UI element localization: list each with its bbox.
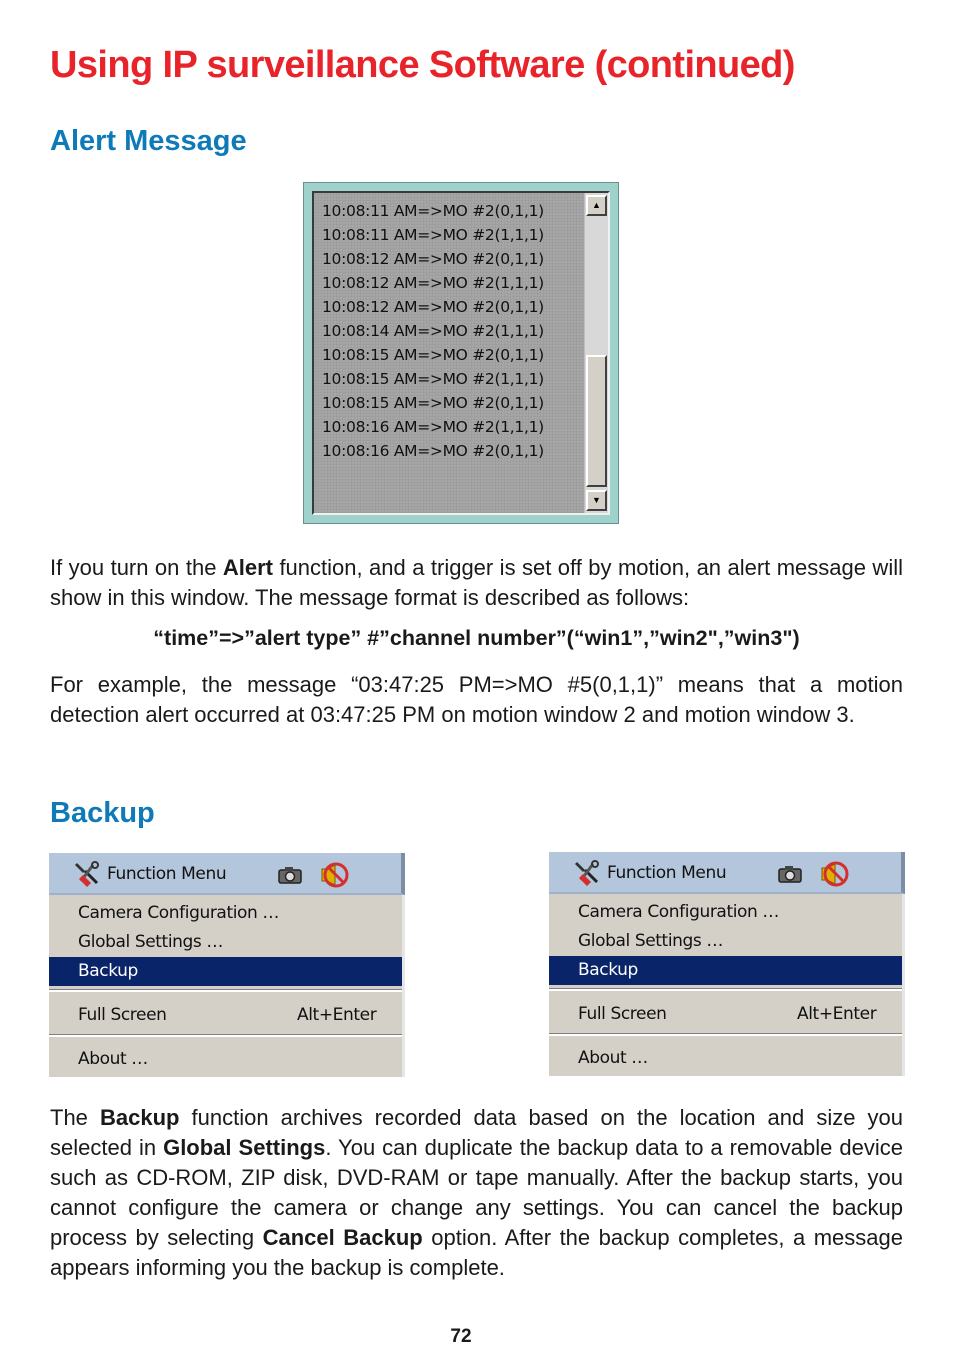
alert-message-item[interactable]: 10:08:16 AM=>MO #2(1,1,1)	[322, 418, 544, 436]
menu-item-label: Backup	[78, 961, 138, 981]
camera-icon[interactable]	[777, 864, 803, 884]
function-menu-header[interactable]	[549, 852, 905, 894]
menu-item-label: About …	[78, 1049, 148, 1069]
function-menu-header[interactable]	[49, 853, 405, 895]
menu-separator	[549, 1033, 905, 1036]
alert-message-item[interactable]: 10:08:15 AM=>MO #2(0,1,1)	[322, 394, 544, 412]
menu-item-shortcut: Alt+Enter	[797, 1004, 877, 1024]
menu-item-camera-configuration[interactable]	[549, 898, 905, 927]
menu-item-backup[interactable]	[549, 956, 905, 985]
page-title: Using IP surveillance Software (continued)	[50, 44, 795, 86]
alert-message-item[interactable]: 10:08:11 AM=>MO #2(1,1,1)	[322, 226, 544, 244]
menu-item-label: Full Screen	[578, 1004, 667, 1024]
alert-scrollbar[interactable]	[584, 193, 608, 513]
menu-item-label: About …	[578, 1048, 648, 1068]
backup-desc-text-4: option. After the backup completes, a message appears informing you the backup is complete.	[50, 1225, 903, 1280]
alert-message-item[interactable]: 10:08:15 AM=>MO #2(1,1,1)	[322, 370, 544, 388]
menu-item-about[interactable]	[49, 1045, 405, 1074]
backup-desc-bold-3: Cancel Backup	[262, 1225, 423, 1250]
menu-item-full-screen[interactable]	[49, 1001, 405, 1030]
menu-item-about[interactable]	[549, 1044, 905, 1073]
backup-description-paragraph	[50, 1103, 903, 1283]
menu-item-label: Camera Configuration …	[78, 903, 280, 923]
alert-desc-bold: Alert	[222, 555, 273, 580]
menu-separator	[49, 989, 405, 992]
alert-example-paragraph: For example, the message “03:47:25 PM=>MO #5(0,1,1)” means that a motion detection alert occurred at 03:47:25 PM on motion window 2 and motion window 3.	[50, 672, 903, 727]
scroll-up-arrow-icon[interactable]: ▲	[586, 195, 607, 216]
menu-item-label: Full Screen	[78, 1005, 167, 1025]
function-menu-left	[49, 853, 405, 1077]
menu-item-full-screen[interactable]	[549, 1000, 905, 1029]
alert-off-icon[interactable]	[319, 861, 349, 889]
menu-edge	[902, 894, 905, 1076]
menu-item-shortcut: Alt+Enter	[297, 1005, 377, 1025]
menu-item-global-settings[interactable]	[549, 927, 905, 956]
alert-message-list	[322, 199, 544, 463]
backup-desc-bold-1: Backup	[99, 1105, 180, 1130]
menu-item-camera-configuration[interactable]	[49, 899, 405, 928]
backup-desc-text-2: function archives recorded data based on the location and size you selected in	[50, 1105, 903, 1160]
alert-message-item[interactable]: 10:08:14 AM=>MO #2(1,1,1)	[322, 322, 544, 340]
tools-icon	[573, 858, 603, 888]
alert-message-item[interactable]: 10:08:15 AM=>MO #2(0,1,1)	[322, 346, 544, 364]
alert-message-heading: Alert Message	[50, 125, 247, 157]
backup-desc-bold-2: Global Settings	[163, 1135, 326, 1160]
camera-icon[interactable]	[277, 865, 303, 885]
backup-desc-text-3: . You can duplicate the backup data to a removable device such as CD-ROM, ZIP disk, DVD-RAM or tape manually. After the backup starts, you cannot configure the camera or change any settings. You can cancel the backup process by selecting	[50, 1135, 903, 1250]
alert-desc-text-1: If you turn on the	[50, 555, 223, 580]
menu-item-global-settings[interactable]	[49, 928, 405, 957]
menu-separator	[549, 988, 905, 991]
alert-message-item[interactable]: 10:08:12 AM=>MO #2(0,1,1)	[322, 298, 544, 316]
menu-item-backup[interactable]	[49, 957, 405, 986]
backup-desc-text-1: The	[50, 1105, 100, 1130]
alert-message-item[interactable]: 10:08:11 AM=>MO #2(0,1,1)	[322, 202, 544, 220]
alert-description-paragraph	[50, 553, 903, 613]
alert-message-item[interactable]: 10:08:12 AM=>MO #2(0,1,1)	[322, 250, 544, 268]
function-menu-title: Function Menu	[107, 864, 227, 884]
menu-item-label: Camera Configuration …	[578, 902, 780, 922]
alert-message-window	[303, 182, 619, 524]
alert-message-list-box[interactable]	[312, 191, 610, 515]
menu-item-label: Global Settings …	[578, 931, 723, 951]
message-format-line: “time”=>”alert type” #”channel number”(“win1”,”win2",”win3")	[153, 626, 800, 650]
backup-heading: Backup	[50, 797, 155, 829]
alert-off-icon[interactable]	[819, 860, 849, 888]
alert-desc-text-2: function, and a trigger is set off by motion, an alert message will show in this window. The message format is described as follows:	[50, 555, 903, 610]
scroll-down-arrow-icon[interactable]: ▼	[586, 490, 607, 511]
menu-edge	[402, 895, 405, 1077]
function-menu-title: Function Menu	[607, 863, 727, 883]
menu-item-label: Global Settings …	[78, 932, 223, 952]
alert-message-item[interactable]: 10:08:16 AM=>MO #2(0,1,1)	[322, 442, 544, 460]
menu-item-label: Backup	[578, 960, 638, 980]
alert-message-item[interactable]: 10:08:12 AM=>MO #2(1,1,1)	[322, 274, 544, 292]
scroll-thumb[interactable]	[586, 355, 607, 487]
function-menu-right	[549, 852, 905, 1076]
menu-separator	[49, 1034, 405, 1037]
tools-icon	[73, 859, 103, 889]
page-number: 72	[450, 1326, 472, 1347]
